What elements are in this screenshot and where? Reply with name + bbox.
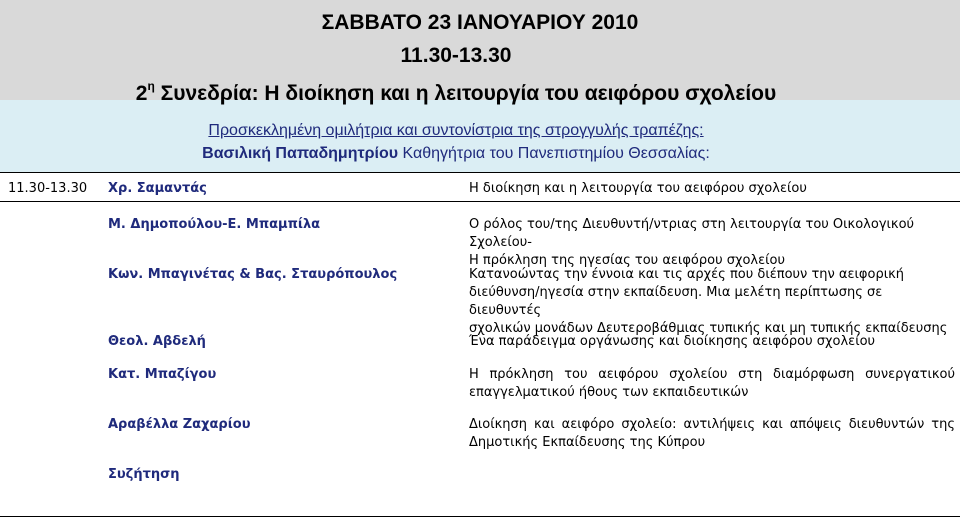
talk-title <box>469 366 955 402</box>
talk-title-line: διεύθυνση/ηγεσία στην εκπαίδευση. Μια μελέτη περίπτωσης σε διευθυντές <box>469 285 883 318</box>
session-date: ΣΑΒΒΑΤΟ 23 ΙΑΝΟΥΑΡΙΟΥ 2010 <box>321 11 639 34</box>
discussion-label: Συζήτηση <box>108 467 180 482</box>
session-number: 2 <box>135 82 148 105</box>
main-speaker: Χρ. Σαμαντάς <box>108 181 207 196</box>
speaker-name: Θεολ. Αβδελή <box>108 334 206 349</box>
session-title-text: Συνεδρία: Η διοίκηση και η λειτουργία του αειφόρου σχολείου <box>154 82 777 105</box>
talk-title-line: Η πρόκληση του αειφόρου σχολείου στη διαμόρφωση συνεργατικού <box>469 367 955 382</box>
talk-title-line: σχολικών μονάδων Δευτεροβάθμιας τυπικής και μη τυπικής εκπαίδευσης <box>469 321 948 336</box>
speaker-name: Μ. Δημοπούλου-Ε. Μπαμπίλα <box>108 217 321 232</box>
divider <box>0 516 960 517</box>
talk-title-line: Κατανοώντας την έννοια και τις αρχές που διέπουν την αειφορική <box>469 267 904 282</box>
main-topic: Η διοίκηση και η λειτουργία του αειφόρου σχολείου <box>469 181 807 196</box>
divider <box>0 172 960 173</box>
invited-speaker-role: Καθηγήτρια του Πανεπιστημίου Θεσσαλίας: <box>398 145 710 162</box>
talk-title-line: επαγγελματικού ήθους των εκπαιδευτικών <box>469 385 749 400</box>
talk-title-line: Δημοτικής Εκπαίδευσης της Κύπρου <box>469 435 706 450</box>
talk-title <box>469 416 955 452</box>
program-time: 11.30-13.30 <box>8 181 88 196</box>
invited-speaker <box>0 144 936 164</box>
session-time: 11.30-13.30 <box>400 44 512 67</box>
session-title <box>0 76 936 106</box>
speaker-name: Αραβέλλα Ζαχαρίου <box>108 417 251 432</box>
session-number-suffix: η <box>147 79 155 93</box>
talk-title <box>469 266 955 338</box>
speaker-name: Κατ. Μπαζίγου <box>108 367 217 382</box>
divider <box>0 201 960 202</box>
speaker-name: Κων. Μπαγινέτας & Βας. Σταυρόπουλος <box>108 267 398 282</box>
talk-title <box>469 333 955 351</box>
talk-title-line: Ένα παράδειγμα οργάνωσης και διοίκησης αειφόρου σχολείου <box>469 334 876 349</box>
invited-speaker-label: Προσκεκλημένη ομιλήτρια και συντονίστρια της στρογγυλής τραπέζης: <box>208 122 704 139</box>
talk-title <box>469 216 955 270</box>
invited-speaker-name: Βασιλική Παπαδημητρίου <box>202 145 399 162</box>
talk-title-line: Η πρόκληση της ηγεσίας του αειφόρου σχολείου <box>469 253 786 268</box>
talk-title-line: Διοίκηση και αειφόρο σχολείο: αντιλήψεις και απόψεις διευθυντών της <box>469 417 955 432</box>
talk-title-line: Ο ρόλος του/της Διευθυντή/ντριας στη λειτουργία του Οικολογικού Σχολείου- <box>469 217 915 250</box>
